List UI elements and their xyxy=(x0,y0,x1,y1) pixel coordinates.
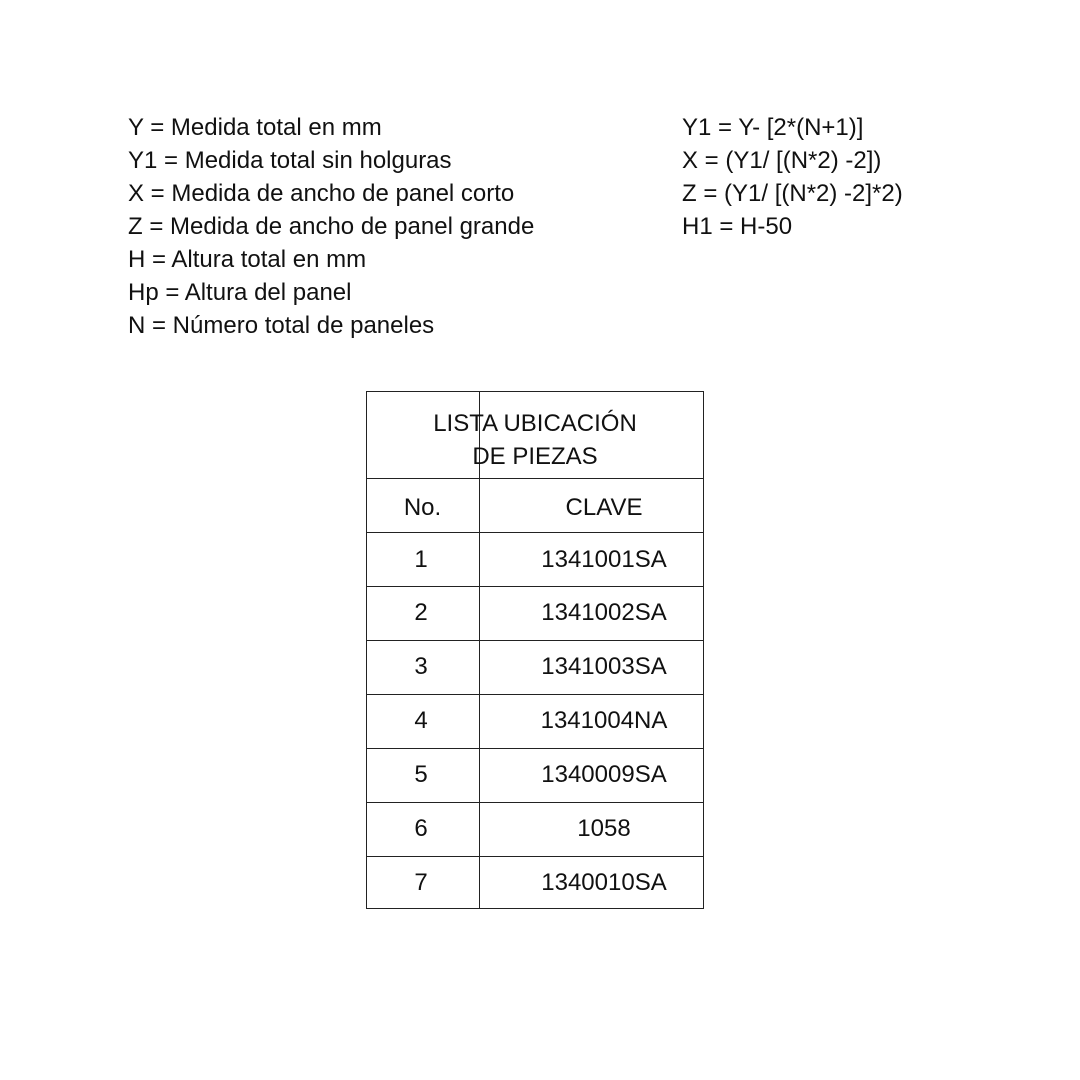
formula-line: X = (Y1/ [(N*2) -2]) xyxy=(682,147,882,174)
table-cell-no: 6 xyxy=(414,815,428,842)
formula-list xyxy=(682,111,903,243)
legend-line: Y = Medida total en mm xyxy=(128,114,382,141)
table-divider xyxy=(366,586,704,587)
table-title-line: LISTA UBICACIÓN xyxy=(433,410,637,437)
table-cell-clave: 1340010SA xyxy=(541,869,667,896)
formula-line: H1 = H-50 xyxy=(682,213,793,240)
legend-line: X = Medida de ancho de panel corto xyxy=(128,180,515,207)
legend-line: N = Número total de paneles xyxy=(128,312,435,339)
formula-line: Y1 = Y- [2*(N+1)] xyxy=(682,114,864,141)
table-cell-clave: 1341004NA xyxy=(540,707,668,734)
table-divider xyxy=(366,856,704,857)
pieces-location-table xyxy=(366,391,704,909)
formula-line: Z = (Y1/ [(N*2) -2]*2) xyxy=(682,180,903,207)
table-divider xyxy=(366,532,704,533)
table-divider xyxy=(366,694,704,695)
table-cell-no: 1 xyxy=(414,546,428,573)
legend-line: Z = Medida de ancho de panel grande xyxy=(128,213,535,240)
table-divider xyxy=(366,748,704,749)
table-divider xyxy=(366,478,704,479)
table-divider xyxy=(366,640,704,641)
table-cell-no: 4 xyxy=(414,707,428,734)
table-cell-no: 3 xyxy=(414,653,428,680)
table-title xyxy=(366,407,704,473)
table-cell-clave: 1341002SA xyxy=(541,599,667,626)
table-divider xyxy=(366,802,704,803)
table-cell-clave: 1341001SA xyxy=(541,546,667,573)
table-title-line: DE PIEZAS xyxy=(472,443,598,470)
column-header-clave: CLAVE xyxy=(565,494,643,521)
table-cell-clave: 1340009SA xyxy=(541,761,667,788)
table-border-top xyxy=(366,391,704,392)
table-cell-no: 2 xyxy=(414,599,428,626)
table-border-bottom xyxy=(366,908,704,909)
table-cell-clave: 1058 xyxy=(577,815,631,842)
table-cell-clave: 1341003SA xyxy=(541,653,667,680)
table-cell-no: 5 xyxy=(414,761,428,788)
legend-definitions xyxy=(128,111,534,342)
legend-line: Hp = Altura del panel xyxy=(128,279,352,306)
column-header-no: No. xyxy=(403,494,442,521)
legend-line: Y1 = Medida total sin holguras xyxy=(128,147,452,174)
legend-line: H = Altura total en mm xyxy=(128,246,367,273)
table-cell-no: 7 xyxy=(414,869,428,896)
